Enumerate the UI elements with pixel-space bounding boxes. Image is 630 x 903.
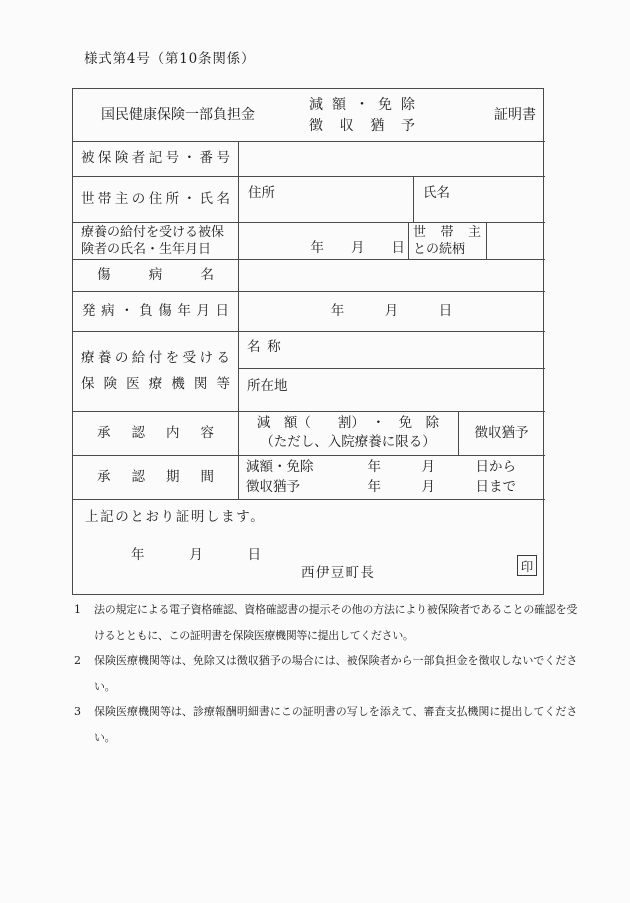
approval-reduction-option: 減 額（ 割） ・ 免 除	[256, 415, 440, 431]
householder-label: 世帯主の住所・氏名	[81, 191, 230, 207]
header-collection-deferral: 徴収猶予	[309, 118, 415, 134]
approval-period-label: 承認期間	[97, 469, 214, 485]
period-deferral-line: 徴収猶予 年 月 日まで	[246, 478, 516, 495]
approval-period-fields	[238, 455, 545, 499]
certification-date-field: 年 月 日	[131, 547, 263, 563]
footnote-2-text: 保険医療機関等は、免除又は徴収猶予の場合には、被保険者から一部負担金を徴収しないでください。	[94, 654, 577, 693]
footnote-1	[74, 597, 577, 648]
footnote-2-number: 2	[74, 654, 81, 667]
certification-block	[73, 499, 545, 596]
relation-label-line1: 世帯主	[413, 225, 481, 240]
seal-mark: 印	[517, 555, 537, 576]
footnote-3-text: 保険医療機関等は、診療報酬明細書にこの証明書の写しを添えて、審査支払機関に提出してください。	[94, 705, 577, 744]
institution-address-field-label: 所在地	[247, 378, 288, 394]
form-number-label: 様式第4号（第10条関係）	[84, 51, 256, 67]
header-insurance-title: 国民健康保険一部負担金	[101, 107, 255, 123]
institution-label-line1: 療養の給付を受ける	[81, 350, 230, 366]
footnote-2	[74, 648, 577, 699]
divider	[486, 222, 487, 259]
footnote-1-text: 法の規定による電子資格確認、資格確認書の提示その他の方法により被保険者であることの確認を受けるとともに、この証明書を保険医療機関等に提出してください。	[94, 603, 577, 642]
onset-date-label: 発病・負傷年月日	[82, 303, 229, 319]
footnote-3	[74, 699, 577, 750]
approval-reduction-note: （ただし、入院療養に限る）	[260, 434, 436, 450]
mayor-signature-label: 西伊豆町長	[301, 565, 376, 581]
relation-label-line2: との続柄	[413, 242, 466, 257]
disease-name-label: 傷病名	[97, 267, 214, 283]
householder-address-field-label: 住所	[248, 185, 275, 201]
approval-content-options	[238, 411, 458, 455]
householder-name-field-label: 氏名	[423, 185, 450, 201]
certificate-table	[72, 88, 544, 595]
insured-number-label: 被保険者記号・番号	[81, 150, 230, 166]
header-certificate-suffix: 証明書	[494, 107, 536, 123]
header-kind-options	[309, 95, 415, 137]
certification-statement: 上記のとおり証明します。	[85, 509, 266, 525]
onset-date-field: 年 月 日	[330, 303, 453, 319]
footnote-3-number: 3	[74, 705, 81, 718]
recipient-label	[73, 222, 238, 259]
period-reduction-line: 減額・免除 年 月 日から	[246, 459, 516, 475]
footnote-1-number: 1	[74, 603, 81, 616]
approval-deferral-option: 徴収猶予	[474, 425, 529, 441]
header-reduction-exemption: 減額・免除	[309, 97, 415, 113]
institution-label	[73, 331, 238, 411]
recipient-label-line1: 療養の給付を受ける被保	[81, 225, 225, 240]
footnotes	[74, 597, 577, 750]
recipient-birthdate-field: 年 月 日	[310, 240, 405, 256]
institution-name-field-label: 名称	[247, 339, 288, 355]
approval-content-label: 承認内容	[97, 425, 214, 441]
recipient-label-line2: 険者の氏名・生年月日	[81, 242, 212, 257]
relation-to-householder-label	[408, 222, 486, 259]
institution-label-line2: 保険医療機関等	[81, 376, 230, 392]
